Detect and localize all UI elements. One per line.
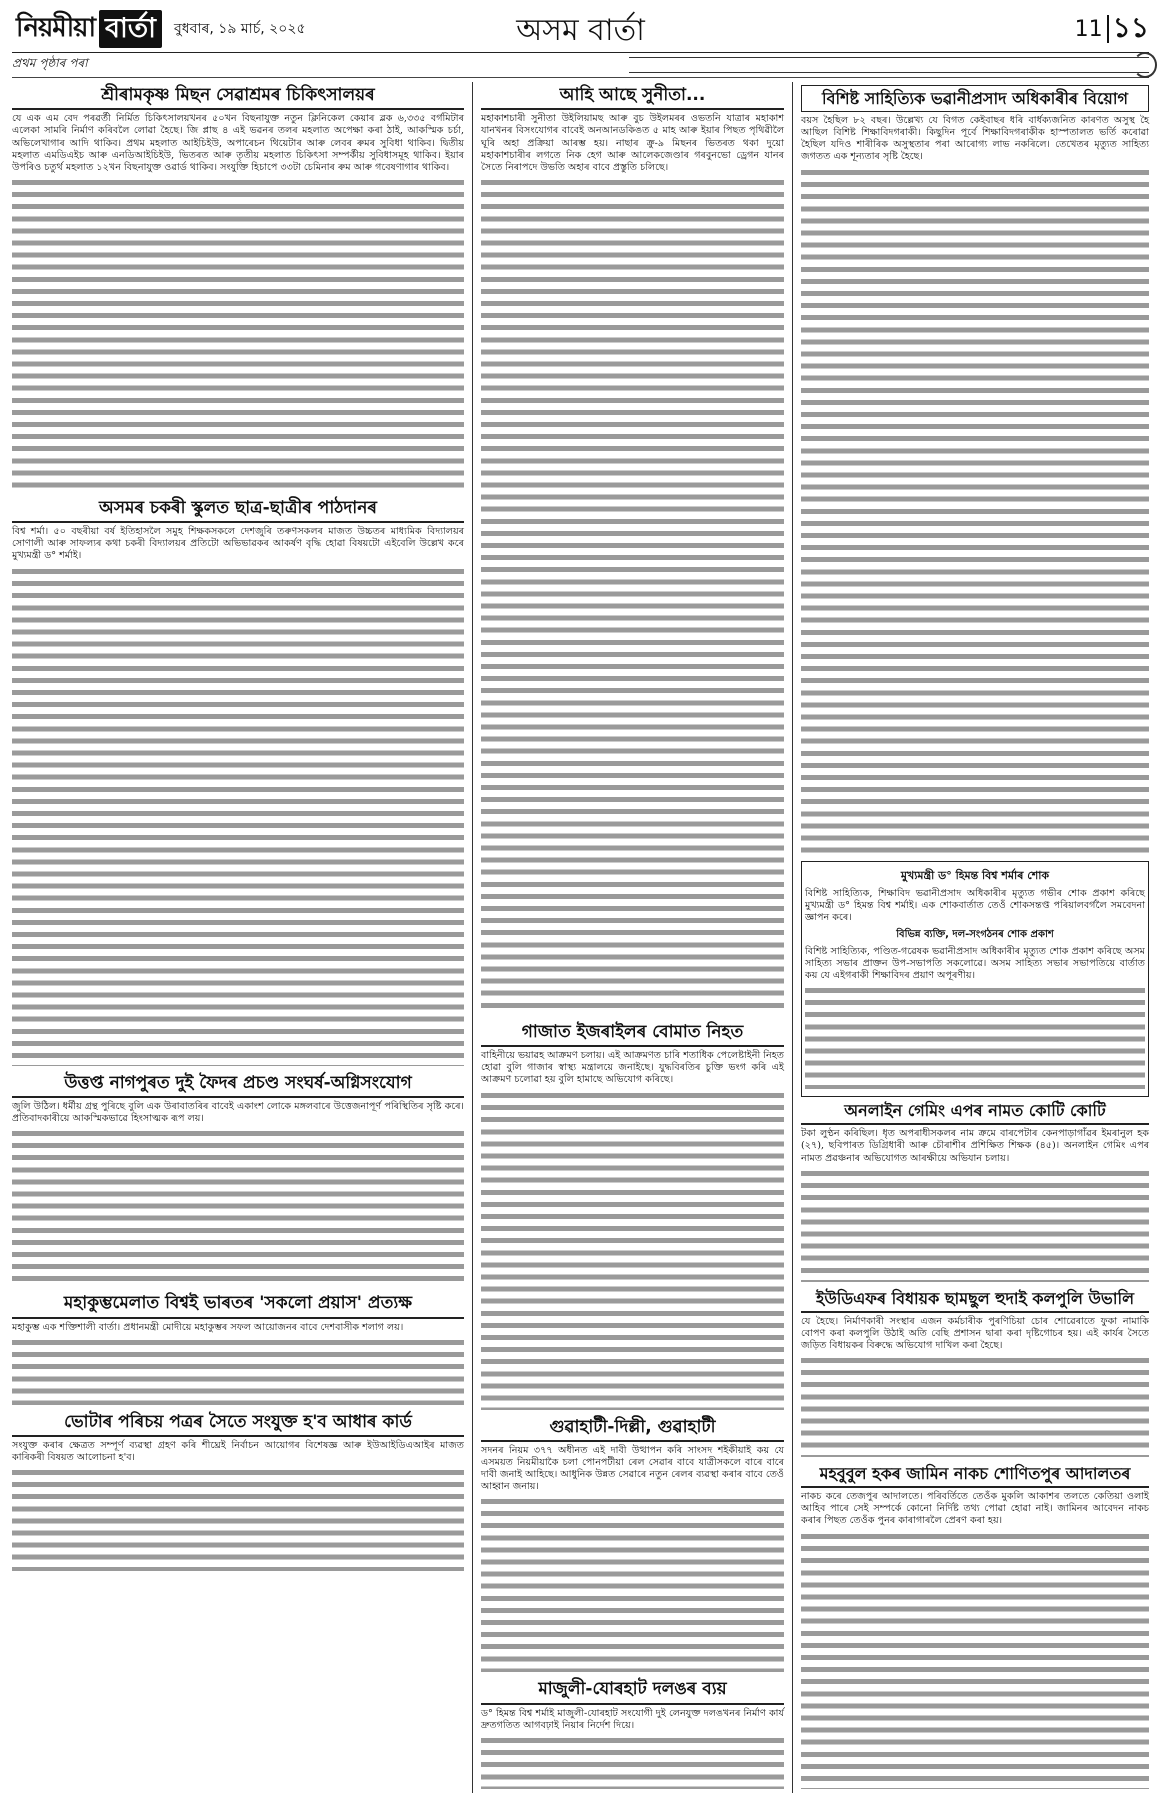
article-teachers	[12, 498, 464, 1070]
page-number-local: ১১	[1112, 10, 1149, 44]
body-voter: সংযুক্ত কৰাৰ ক্ষেত্ৰত সম্পূৰ্ণ ব্যৱস্থা গ্ৰহণ কৰি শীঘ্ৰেই নিৰ্বাচন আয়োগৰ বিশেষজ্ঞ আৰু ইউআইডিএআইৰ মাজত কাৰিকৰী বিষয়ত আলোচনা হ'ব।	[12, 1439, 464, 1464]
subheader	[12, 53, 1149, 78]
article-gaza	[481, 1022, 784, 1414]
body-teachers: বিশ্ব শৰ্মা। ৫০ বছৰীয়া বৰ্ষ ইতিহাসলৈ সমুহ শিক্ষকসকলে দেশজুৰি তৰুণসকলৰ মাজত উচ্চতৰ মাধ্যমিক বিদ্যালয়ৰ সোণালী আৰু সাফল্যৰ কথা চকৰী বিদ্যালয়ৰ প্ৰতিটো অভিভাৱকৰ আকৰ্ষণ বৃদ্ধি হোৱা বিষয়টো এইবেলি উল্লেখ কৰে মুখ্যমন্ত্ৰী ড° শৰ্মাই।	[12, 526, 464, 562]
orgs-condolence-title: বিভিন্ন ব্যক্তি, দল-সংগঠনৰ শোক প্ৰকাশ	[896, 928, 1054, 940]
section-title: অসম বার্তা	[516, 13, 645, 48]
column-right	[792, 82, 1149, 1793]
body-nagpur: জুলি উঠিল। ধৰ্মীয় গ্ৰন্থ পুৰিছে বুলি এক উৰাবাতৰিৰ বাবেই একাংশ লোকে মঙ্গলবাৰে উত্তেজনাপূৰ্ণ পৰিস্থিতিৰ সৃষ্টি কৰে। প্ৰতিবাদকাৰীয়ে আকস্মিকভাৱে হিংসাত্মক ৰূপ লয়।	[12, 1100, 464, 1125]
scroll-ornament-icon	[629, 57, 1149, 73]
body-gaza: বাহিনীয়ে ভয়াৱহ আক্ৰমণ চলায়। এই আক্ৰমণত চাৰি শতাধিক পেলেষ্টাইনী নিহত হোৱা বুলি গাজাৰ স্বাস্থ্য মন্ত্ৰালয়ে জনাইছে। যুদ্ধবিৰতিৰ চুক্তি ভংগ কৰি এই আক্ৰমণ চলোৱা হয় বুলি হামাছে অভিযোগ কৰিছে।	[481, 1050, 784, 1086]
article-sunita	[481, 85, 784, 1019]
body-ramakrishna: যে এক এম বেদ পৰৱৰ্তী নিৰ্মিত চিকিৎসালয়খনৰ ৫০খন বিছনাযুক্ত নতুন ক্লিনিকেল কেয়াৰ ব্লক ৬,৩৩৫ বৰ্গমিটাৰ এলেকা সামৰি নিৰ্মাণ কৰিবলৈ লোৱা হৈছে। জি প্লাছ ৪ এই ভৱনৰ তলৰ মহলাত অপেক্ষা কৰা ঠাই, আকস্মিক চৰ্চা, অভিলেখাগাৰ আদি থাকিব। প্ৰথম মহলাত আইচিইউ, অপাৰেচন থিয়েটাৰ আৰু লেবৰ ৰুমৰ সুবিধা থাকিব। দ্বিতীয় মহলাত এমডিএইচ আৰু এনডিআইচিইউ, ভিতৰত আৰু তৃতীয় মহলাত চিকিৎসা সম্পৰ্কীয় সুবিধাসমূহ থাকিব। ইয়াৰ উপৰিও চতুৰ্থ মহলাত ১২খন বিছনাযুক্ত ওৱাৰ্ড থাকিব। সংযুক্তি হিচাপে ৩৩টা চেমিনাৰ ৰুম আৰু গবেষণাগাৰ থাকিব।	[12, 113, 464, 173]
text-block	[12, 1337, 464, 1409]
headline-sunita[interactable]: আহি আছে সুনীতা...	[481, 85, 784, 110]
body-majuli: ড° হিমন্ত বিশ্ব শৰ্মাই মাজুলী-যোৰহাট সংযোগী দুই লেনযুক্ত দলঙখনৰ নিৰ্মাণ কাৰ্য দ্ৰুতগতিত আগবঢ়াই নিয়াৰ নিৰ্দেশ দিয়ে।	[481, 1707, 784, 1731]
article-ramakrishna	[12, 85, 464, 495]
text-block	[801, 1355, 1149, 1461]
cm-condolence-box	[801, 861, 1149, 1098]
headline-kumbh[interactable]: মহাকুম্ভমেলাত বিশ্বই ভাৰতৰ 'সকলো প্ৰয়াস' প্ৰত্যক্ষ	[12, 1293, 464, 1318]
text-block	[805, 985, 1145, 1093]
article-voter	[12, 1412, 464, 1576]
text-block	[801, 167, 1149, 857]
logo-text-left: নিয়মীয়া	[16, 13, 96, 43]
article-nagpur	[12, 1073, 464, 1291]
body-sunita: মহাকাশচাৰী সুনীতা উইলিয়ামছ আৰু বুচ উইলমৰৰ ওভতনি যাত্ৰাৰ মহাকাশ যানখনৰ বিসংযোগৰ বাবেই অনআনডকিঙত ৫ মাহ আৰু ইয়াৰ পিছত পৃথিৱীলৈ ঘূৰি অহা প্ৰক্ৰিয়া আৰম্ভ হয়। নাছাৰ ক্ৰু-৯ মিছনৰ ভিতৰত থকা দুয়ো মহাকাশচাৰীৰ লগতে নিক হেগ আৰু আলেকজেণ্ডাৰ গৰবুনভো ড্ৰেগন যানৰ সৈতে নিৰাপদে উভতি অহাৰ বাবে প্ৰস্তুতি চলিছে।	[481, 113, 784, 173]
headline-gaming[interactable]: অনলাইন গেমিং এপৰ নামত কোটি কোটি	[801, 1101, 1149, 1125]
text-block	[481, 177, 784, 1019]
article-majuli	[481, 1679, 784, 1793]
page-number-divider	[1107, 15, 1109, 43]
headline-voter[interactable]: ভোটাৰ পৰিচয় পত্ৰৰ সৈতে সংযুক্ত হ'ব আধাৰ কাৰ্ড	[12, 1412, 464, 1437]
body-guwahati: সদনৰ নিয়ম ৩৭৭ অধীনত এই দাবী উত্থাপন কৰি সাংসদ শইকীয়াই কয় যে এসময়ত নিয়মীয়াকৈ চলা পোনপটীয়া ৰেল সেৱাৰ বাবে যাত্ৰীসকলে বাৰে বাৰে দাবী জনাই আহিছে। আধুনিক উন্নত সেৱাৰে নতুন ৰেলৰ ব্যৱস্থা কৰাৰ বাবে তেওঁ আহ্বান জনায়।	[481, 1444, 784, 1493]
headline-udf[interactable]: ইউডিএফৰ বিধায়ক ছামছুল হুদাই কলপুলি উভালি	[801, 1289, 1149, 1313]
text-block	[801, 1531, 1149, 1793]
headline-mahbubul[interactable]: মহবুবুল হকৰ জামিন নাকচ শোণিতপুৰ আদালতৰ	[801, 1464, 1149, 1488]
article-guwahati	[481, 1417, 784, 1677]
headline-ramakrishna[interactable]: শ্ৰীৰামকৃষ্ণ মিছন সেৱাশ্ৰমৰ চিকিৎসালয়ৰ	[12, 85, 464, 110]
text-block	[481, 1090, 784, 1414]
logo-text-right: বার্তা	[99, 10, 162, 48]
text-block	[801, 1168, 1149, 1286]
page-number-latin: 11	[1074, 16, 1103, 42]
text-block	[12, 177, 464, 495]
article-kumbh	[12, 1293, 464, 1408]
text-block	[12, 1467, 464, 1575]
body-mahbubul: নাকচ কৰে তেজপুৰ আদালতে। পৰিবৰ্তিতে তেওঁক মুকলি আকাশৰ তলতে কেতিয়া ওলাই আহিব পাৰে সেই সম্পৰ্কে কোনো নিৰ্দিষ্ট তথ্য পোৱা হোৱা নাই। জামিনৰ আবেদন নাকচ কৰাৰ পিছত তেওঁক পুনৰ কাৰাগাৰলৈ প্ৰেৰণ কৰা হয়।	[801, 1491, 1149, 1527]
body-udf: যে হৈছে। নিৰ্মাণকাৰী সংস্থাৰ এজন কৰ্মচাৰীক পুৰণিচিয়া চোৰ শোৱেৰাতে ফুকা নামাকি বোপণ কৰা কলপুলি উঠাই অতি বেছি প্ৰশাসন দ্বাৰা কৰা দৃষ্টিগোচৰ হয়। এই কাৰ্যৰ সৈতে জড়িত বিধায়কৰ বিৰুদ্ধে অভিযোগ দাখিল কৰা হৈছে।	[801, 1315, 1149, 1351]
page-number	[1075, 6, 1149, 53]
headline-bhabananda[interactable]: বিশিষ্ট সাহিত্যিক ভৱানীপ্ৰসাদ অধিকাৰীৰ বিয়োগ	[801, 85, 1149, 112]
article-mahbubul	[801, 1464, 1149, 1792]
body-kumbh: মহাকুম্ভ এক শক্তিশালী বাৰ্তা। প্ৰধানমন্ত্ৰী মোদীয়ে মহাকুম্ভৰ সফল আয়োজনৰ বাবে দেশবাসীক শলাগ লয়।	[12, 1321, 404, 1333]
article-udf	[801, 1289, 1149, 1461]
article-bhabananda	[801, 85, 1149, 1097]
headline-nagpur[interactable]: উত্তপ্ত নাগপুৰত দুই ফৈদৰ প্ৰচণ্ড সংঘৰ্ষ-অগ্নিসংযোগ	[12, 1073, 464, 1098]
newspaper-logo[interactable]	[12, 10, 162, 48]
text-block	[481, 1496, 784, 1676]
text-block	[12, 566, 464, 1070]
continued-label: প্ৰথম পৃষ্ঠাৰ পৰা	[12, 56, 88, 70]
article-gaming	[801, 1101, 1149, 1285]
text-block	[12, 1128, 464, 1290]
headline-guwahati[interactable]: গুৱাহাটী-দিল্লী, গুৱাহাটী	[481, 1417, 784, 1442]
body-gaming: টকা লুণ্ঠন কৰিছিল। ধৃত অপৰাধীসকলৰ নাম ক্ৰমে বাৰপেটাৰ কেনপাড়াগাঁৱৰ ইমৰানুল হক (২৭), ছবিপাৰত ডিগ্ৰিধাৰী আৰু চৌৰাশীৰ প্ৰশিক্ষিত শিক্ষক (৪৫)। অনলাইন গেমিং এপৰ নামত প্ৰৱঞ্চনাৰ অভিযোগত আৰক্ষীয়ে অভিযান চলায়।	[801, 1128, 1149, 1164]
cm-condolence-title: মুখ্যমন্ত্ৰী ড° হিমন্ত বিশ্ব শৰ্মাৰ শোক	[900, 868, 1050, 882]
column-left	[12, 82, 472, 1793]
headline-majuli[interactable]: মাজুলী-যোৰহাট দলঙৰ ব্যয়	[481, 1679, 784, 1704]
headline-teachers[interactable]: অসমৰ চকৰী স্কুলত ছাত্ৰ-ছাত্ৰীৰ পাঠদানৰ	[12, 498, 464, 523]
orgs-condolence-text: বিশিষ্ট সাহিত্যিক, পণ্ডিত-গৱেষক ভৱানীপ্ৰসাদ অধিকাৰীৰ মৃত্যুত শোক প্ৰকাশ কৰিছে অসম সাহিত্য সভাৰ প্ৰাক্তন উপ-সভাপতি সকলোৱে। অসম সাহিত্য সভাৰ সভাপতিয়ে বাৰ্তাত কয় যে এইগৰাকী শিক্ষাবিদৰ প্ৰয়াণ অপূৰণীয়।	[805, 945, 1145, 982]
masthead	[12, 6, 1149, 53]
cm-condolence-text: বিশিষ্ট সাহিত্যিক, শিক্ষাবিদ ভৱানীপ্ৰসাদ অধিকাৰীৰ মৃত্যুত গভীৰ শোক প্ৰকাশ কৰিছে মুখ্যমন্ত্ৰী ড° হিমন্ত বিশ্ব শৰ্মাই। এক শোকবাৰ্তাত তেওঁ শোকসন্তপ্ত পৰিয়ালবৰ্গলৈ সমবেদনা জ্ঞাপন কৰে।	[805, 887, 1145, 923]
text-block	[481, 1735, 784, 1793]
column-middle	[472, 82, 792, 1793]
issue-date: বুধবাৰ, ১৯ মার্চ, ২০২৫	[173, 21, 306, 37]
body-bhabananda: বয়স হৈছিল ৮২ বছৰ। উল্লেখ্য যে বিগত কেইবাছৰ ধৰি বাৰ্ধক্যজনিত কাৰণত অসুস্থ হৈ আছিল বিশিষ্ট শিক্ষাবিদগৰাকী। কিছুদিন পূৰ্বে শিক্ষাবিদগৰাকীক হাস্পতালত ভৰ্তি কৰোৱা হৈছিল যদিও শাৰীৰিক অসুস্থতাৰ পৰা আৰোগ্য লাভ নকৰিলে। তেখেতৰ মৃত্যুত সাহিত্য জগতত এক শূন্যতাৰ সৃষ্টি হৈছে।	[801, 115, 1149, 163]
headline-gaza[interactable]: গাজাত ইজৰাইলৰ বোমাত নিহত	[481, 1022, 784, 1047]
